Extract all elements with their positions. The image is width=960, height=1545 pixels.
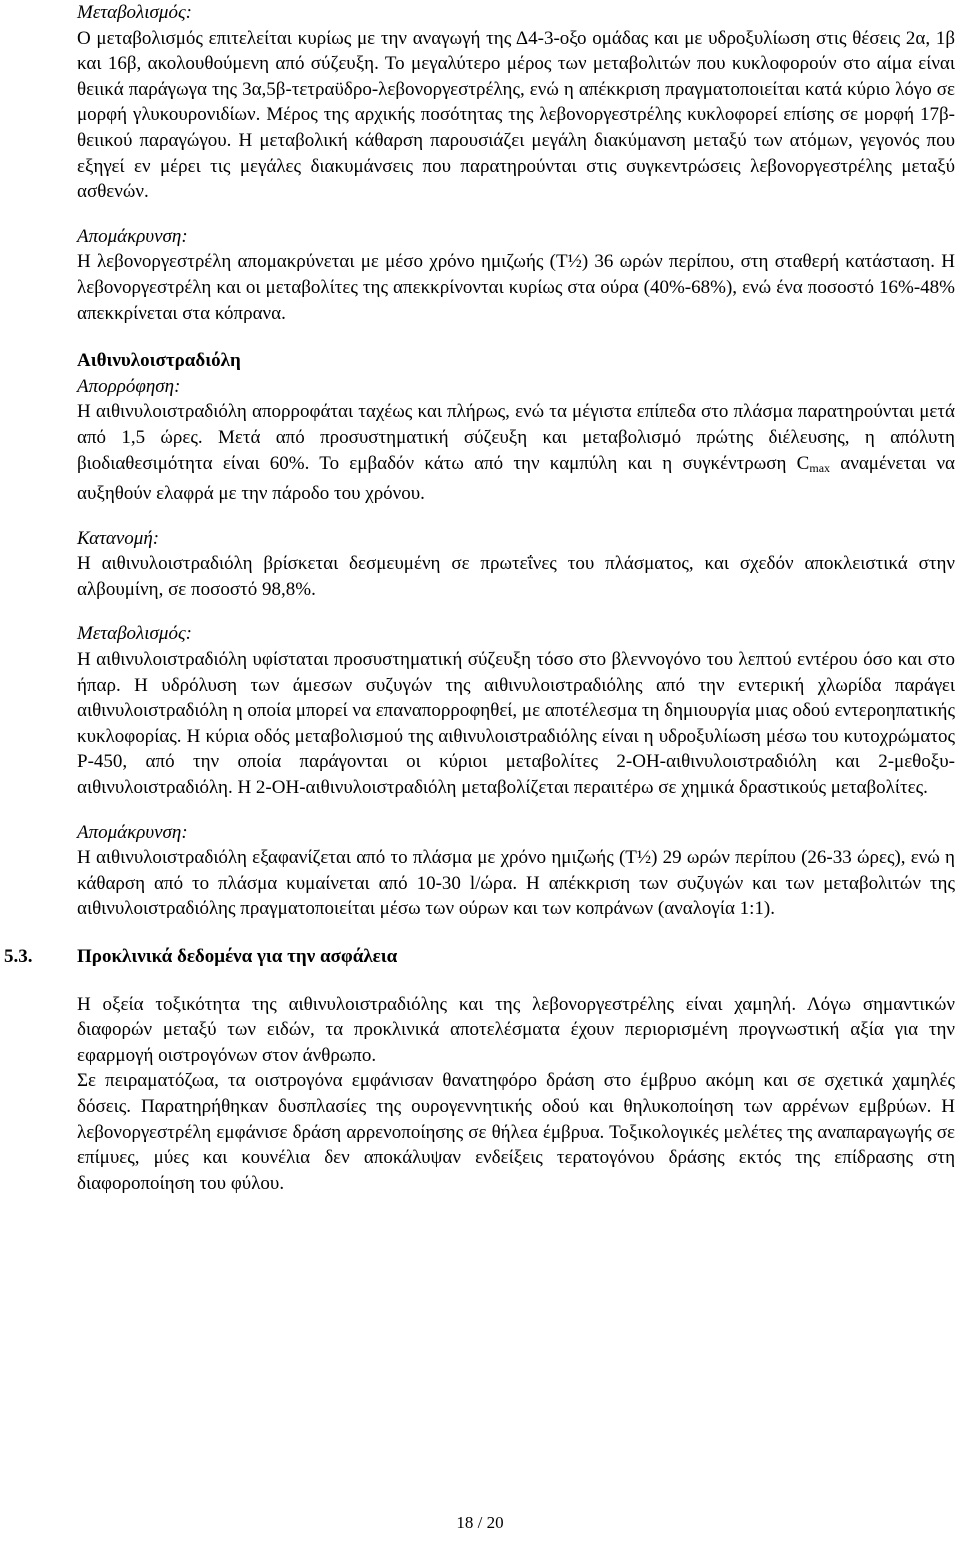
cmax-subscript: max (809, 460, 831, 475)
paragraph-preclinical-toxicity: Η οξεία τοξικότητα της αιθινυλοιστραδιόλης και της λεβονοργεστρέλης είναι χαμηλή. Λόγω σημαντικών διαφορών μεταξύ των ειδών, τα προκλινικά αποτελέσματα έχουν περιορισμένη προγνωστική αξία για την εφαρμογή οιστρογόνων στον άνθρωπο. (77, 993, 955, 1066)
paragraph-metabolism-ethinylestradiol: Η αιθινυλοιστραδιόλη υφίσταται προσυστηματική σύζευξη τόσο στο βλεννογόνο του λεπτού εντέρου όσο και στο ήπαρ. Η υδρόλυση των άμεσων συζυγών της αιθινυλοιστραδιόλης από την εντερική χλωρίδα παράγει αιθινυλοιστραδιόλη η οποία μπορεί να επαναπορροφηθεί, με αποτέλεσμα τη δημιουργία μιας οδού εντεροηπατικής κυκλοφορίας. Η κύρια οδός μεταβολισμού της αιθινυλοιστραδιόλης είναι η υδροξυλίωση μέσω του κυτοχρώματος P-450, από την οποία παράγονται οι κύριοι μεταβολίτες 2-OH-αιθινυλοιστραδιόλη και 2-μεθοξυ-αιθινυλοιστραδιόλη. Η 2-OH-αιθινυλοιστραδιόλη μεταβολίζεται περαιτέρω σε χημικά δραστικούς μεταβολίτες. (77, 649, 955, 799)
subheading-distribution: Κατανομή: (77, 527, 160, 549)
paragraph-elimination-levonorgestrel: Η λεβονοργεστρέλη απομακρύνεται με μέσο χρόνο ημιζωής (Τ½) 36 ωρών περίπου, στη σταθερή κατάσταση. Η λεβονοργεστρέλη και οι μεταβολίτες της απεκκρίνονται κυρίως στα ούρα (40%-68%), ενώ ένα ποσοστό 16%-48% απεκκρίνεται στα κόπρανα. (77, 251, 955, 324)
paragraph-elimination-ethinylestradiol: Η αιθινυλοιστραδιόλη εξαφανίζεται από το πλάσμα με χρόνο ημιζωής (Τ½) 29 ωρών περίπου (26-33 ώρες), ενώ η κάθαρση από το πλάσμα κυμαίνεται από 10-30 l/ώρα. Η απέκκριση των συζυγών και των μεταβολιτών της αιθινυλοιστραδιόλης πραγματοποιείται μέσω των ούρων και των κοπράνων (αναλογία 1:1). (77, 847, 955, 920)
page-number: 18 / 20 (456, 1513, 504, 1532)
page-content (4, 0, 955, 1196)
paragraph-distribution: Η αιθινυλοιστραδιόλη βρίσκεται δεσμευμένη σε πρωτεΐνες του πλάσματος, και σχεδόν αποκλειστικά στην αλβουμίνη, σε ποσοστό 98,8%. (77, 553, 955, 600)
heading-ethinylestradiol: Αιθινυλοιστραδιόλη (77, 350, 241, 372)
absorption-text-part-2: αναμένεται να αυξηθούν ελαφρά με την πάροδο του χρόνου. (77, 452, 955, 505)
absorption-text-part-1: Η αιθινυλοιστραδιόλη απορροφάται ταχέως και πλήρως, ενώ τα μέγιστα επίπεδα στο πλάσμα παρατηρούνται μετά από 1,5 ώρες. Μετά από προσυστηματική σύζευξη και μεταβολισμό πρώτης διέλευσης, η απόλυτη βιοδιαθεσιμότητα είναι 60%. Το εμβαδόν κάτω από την καμπύλη και η συγκέντρωση C (77, 401, 955, 474)
subheading-elimination-levonorgestrel: Απομάκρυνση: (77, 225, 188, 247)
section-number: 5.3. (4, 946, 33, 967)
paragraph-metabolism-levonorgestrel: Ο μεταβολισμός επιτελείται κυρίως με την αναγωγή της Δ4-3-οξο ομάδας και με υδροξυλίωση στις θέσεις 2α, 1β και 16β, ακολουθούμενη από σύζευξη. Το μεγαλύτερο μέρος των μεταβολιτών που κυκλοφορούν στο αίμα είναι θειικά παράγωγα της 3α,5β-τετραϋδρο-λεβονοργεστρέλης, ενώ η απέκκριση πραγματοποιείται κατά κύριο λόγο σε μορφή γλυκουρονιδίων. Μέρος της αρχικής ποσότητας της λεβονοργεστρέλης κυκλοφορεί επίσης σε μορφή 17β-θειικού παραγώγου. Η μεταβολική κάθαρση παρουσιάζει μεγάλη διακύμανση μεταξύ των ατόμων, γεγονός που εξηγεί εν μέρει τις μεγάλες διακυμάνσεις που παρατηρούνται στις συγκεντρώσεις λεβονοργεστρέλης μεταξύ ασθενών. (77, 27, 955, 203)
paragraph-preclinical-animal-studies: Σε πειραματόζωα, τα οιστρογόνα εμφάνισαν θανατηφόρο δράση στο έμβρυο ακόμη και σε σχετικά χαμηλές δόσεις. Παρατηρήθηκαν δυσπλασίες της ουρογεννητικής οδού και θηλυκοποίηση των αρρένων εμβρύων. Η λεβονοργεστρέλη εμφάνισε δράση αρρενοποίησης σε θήλεα έμβρυα. Τοξικολογικές μελέτες της αναπαραγωγής σε επίμυες, μύες και κουνέλια δεν αποκάλυψαν ενδείξεις τερατογόνου δράσης εκτός της επίδρασης στη διαφοροποίηση του φύλου. (77, 1070, 955, 1194)
paragraph-absorption (77, 399, 955, 506)
subheading-metabolism-levonorgestrel: Μεταβολισμός: (77, 2, 193, 23)
subheading-elimination-ethinylestradiol: Απομάκρυνση: (77, 821, 188, 843)
subheading-absorption: Απορρόφηση: (77, 375, 181, 397)
subheading-metabolism-ethinylestradiol: Μεταβολισμός: (77, 623, 193, 645)
section-title: Προκλινικά δεδομένα για την ασφάλεια (77, 946, 398, 967)
section-heading-preclinical (4, 944, 955, 970)
